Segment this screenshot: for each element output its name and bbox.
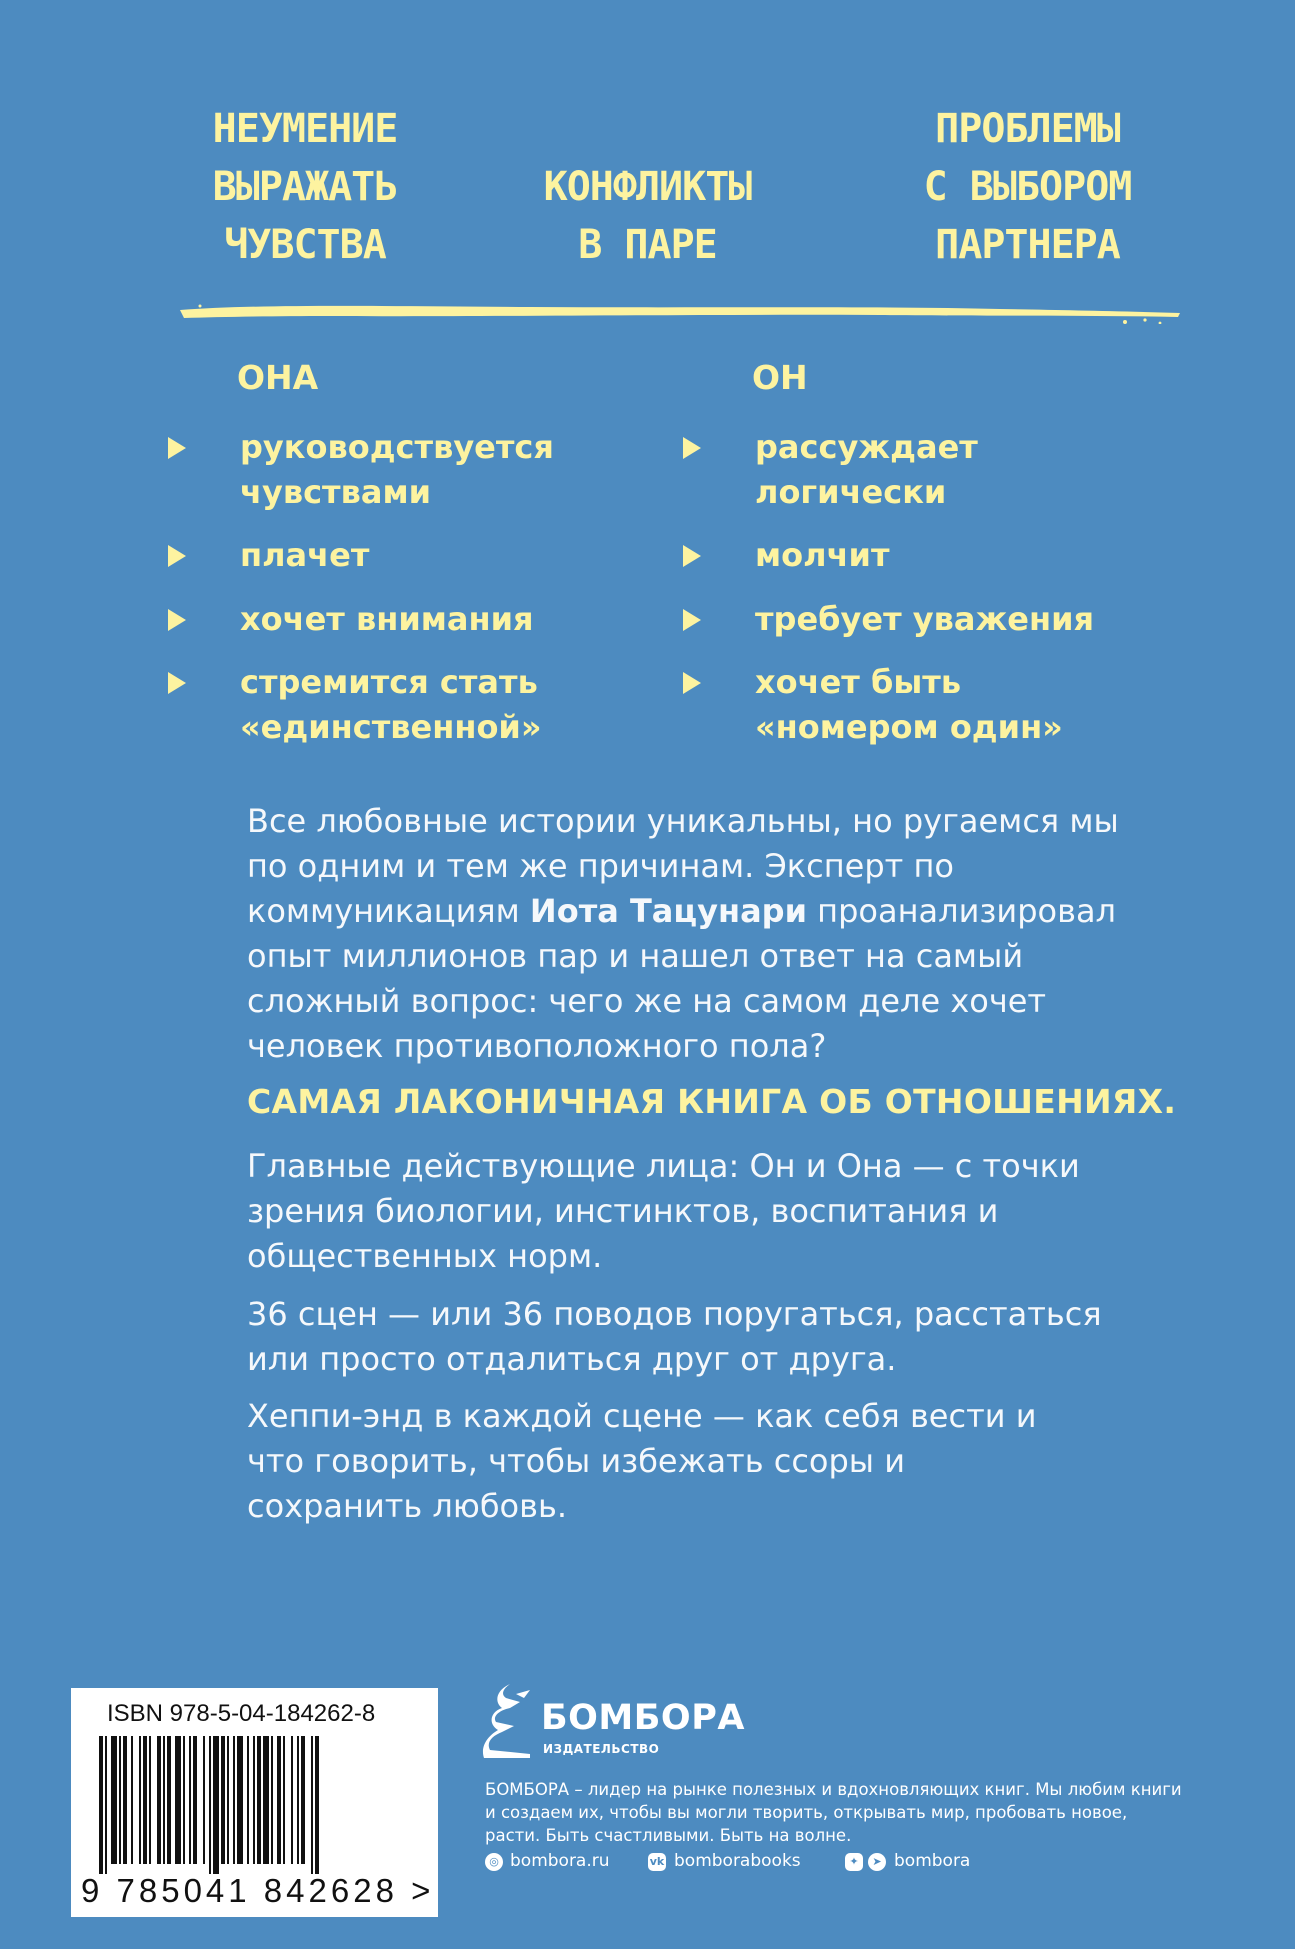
barcode-bar: [193, 1736, 197, 1864]
bullet-triangle-icon: [168, 609, 186, 631]
topic-conflicts: [520, 158, 775, 274]
barcode-bar: [175, 1736, 181, 1864]
she-column-title: ОНА: [237, 358, 319, 397]
barcode-bar: [149, 1736, 151, 1864]
topic-line: ВЫРАЖАТЬ: [212, 164, 398, 210]
publisher-name: БОМБОРА: [541, 1698, 745, 1738]
paragraph-scenes: 36 сцен — или 36 поводов поругаться, расстаться или просто отдалиться друг от друга.: [247, 1295, 1102, 1378]
barcode-bar: [257, 1736, 261, 1864]
barcode-bar: [263, 1736, 269, 1864]
topic-line: ПРОБЛЕМЫ: [935, 106, 1120, 152]
barcode-bar: [157, 1736, 161, 1864]
intro-paragraph: [247, 799, 1147, 1069]
item-line: рассуждает: [755, 428, 978, 466]
barcode-bar: [183, 1736, 185, 1864]
bullet-triangle-icon: [168, 437, 186, 459]
topic-line: ПАРТНЕРА: [935, 222, 1120, 268]
barcode-bar: [271, 1736, 273, 1864]
item-line: стремится стать: [240, 663, 538, 701]
he-item: [755, 533, 890, 578]
barcode-bar: [209, 1736, 211, 1874]
barcode-bar: [167, 1736, 171, 1864]
bullet-triangle-icon: [683, 609, 701, 631]
barcode-bar: [123, 1736, 127, 1864]
barcode-bar: [297, 1736, 299, 1864]
barcode-bar: [301, 1736, 305, 1864]
barcode-bar: [213, 1736, 219, 1874]
topic-line: В ПАРЕ: [578, 222, 717, 268]
barcode-bar: [99, 1736, 103, 1874]
barcode-bar: [111, 1736, 117, 1864]
bullet-triangle-icon: [683, 672, 701, 694]
barcode-bar: [233, 1736, 235, 1864]
he-column-title: ОН: [752, 358, 808, 397]
author-name: Иота Тацунари: [529, 892, 807, 930]
topic-line: НЕУМЕНИЕ: [212, 106, 398, 152]
paragraph-happy-end: Хеппи-энд в каждой сцене — как себя вести и что говорить, чтобы избежать ссоры и сохранить любовь.: [247, 1397, 1037, 1525]
he-item: [755, 597, 1094, 642]
item-line: молчит: [755, 536, 890, 574]
item-line: «единственной»: [240, 708, 542, 746]
site-link[interactable]: bombora.ru: [510, 1851, 610, 1871]
bullet-triangle-icon: [168, 545, 186, 567]
isbn-barcode: [71, 1688, 438, 1917]
topic-line: КОНФЛИКТЫ: [543, 164, 752, 210]
item-line: «номером один»: [755, 708, 1063, 746]
she-item: [240, 533, 369, 578]
telegram-icon: ➤: [868, 1853, 886, 1871]
she-item: [240, 597, 534, 642]
she-item: [240, 660, 542, 750]
slogan: САМАЯ ЛАКОНИЧНАЯ КНИГА ОБ ОТНОШЕНИЯХ.: [247, 1082, 1177, 1121]
barcode-bar: [139, 1736, 141, 1864]
barcode-bar: [315, 1736, 319, 1874]
bullet-triangle-icon: [683, 545, 701, 567]
brush-stroke-divider: [180, 298, 1180, 324]
item-line: хочет внимания: [240, 600, 534, 638]
bullet-triangle-icon: [168, 672, 186, 694]
item-line: руководствуется: [240, 428, 554, 466]
barcode-bar: [291, 1736, 293, 1864]
barcode-icon: [99, 1736, 414, 1874]
publisher-description: БОМБОРА – лидер на рынке полезных и вдохновляющих книг. Мы любим книги и создаем их, чтобы вы могли творить, открывать мир, пробовать новое, расти. Быть счастливыми. Быть на волне.: [485, 1780, 1182, 1845]
barcode-bar: [283, 1736, 285, 1864]
item-line: плачет: [240, 536, 370, 574]
she-item: [240, 425, 554, 515]
vk-icon: vk: [648, 1853, 666, 1871]
topic-partner: [900, 100, 1155, 274]
barcode-bar: [247, 1736, 249, 1864]
item-line: хочет быть: [755, 663, 962, 701]
barcode-bar: [203, 1736, 205, 1864]
item-line: логически: [755, 473, 947, 511]
publisher-subtitle: ИЗДАТЕЛЬСТВО: [543, 1742, 660, 1756]
barcode-bar: [131, 1736, 133, 1864]
he-item: [755, 425, 978, 515]
barcode-bar: [253, 1736, 255, 1864]
barcode-bar: [143, 1736, 147, 1864]
bullet-triangle-icon: [683, 437, 701, 459]
globe-icon: ◎: [485, 1853, 503, 1871]
item-line: чувствами: [240, 473, 432, 511]
barcode-bar: [105, 1736, 107, 1874]
paragraph-characters: Главные действующие лица: Он и Она — с точки зрения биологии, инстинктов, воспитания и общественных норм.: [247, 1147, 1080, 1275]
topic-feelings: [190, 100, 420, 274]
intro-text: Все любовные истории уникальны, но ругаемся мы по одним и тем же причинам. Эксперт по коммуникациям: [247, 802, 1119, 930]
vk-link[interactable]: bomborabooks: [674, 1851, 801, 1871]
he-item: [755, 660, 1063, 750]
isbn-digits: 9 785041 842628 >: [81, 1872, 435, 1909]
barcode-bar: [163, 1736, 165, 1864]
barcode-bar: [119, 1736, 121, 1864]
item-line: требует уважения: [755, 600, 1095, 638]
isbn-label: ISBN 978-5-04-184262-8: [107, 1700, 376, 1727]
barcode-bar: [311, 1736, 313, 1874]
topic-line: ЧУВСТВА: [224, 222, 386, 268]
barcode-bar: [189, 1736, 191, 1864]
topic-line: С ВЫБОРОМ: [923, 164, 1132, 210]
telegram-link[interactable]: bombora: [894, 1851, 971, 1871]
sparkle-icon: ✦: [845, 1853, 863, 1871]
barcode-bar: [227, 1736, 229, 1864]
barcode-bar: [237, 1736, 243, 1864]
barcode-bar: [277, 1736, 281, 1864]
bombora-logo-icon: [480, 1680, 540, 1764]
barcode-bar: [221, 1736, 225, 1864]
intro-text: проанализировал опыт миллионов пар и нашел ответ на самый сложный вопрос: чего же на самом деле хочет человек противоположного пола?: [247, 892, 1116, 1065]
